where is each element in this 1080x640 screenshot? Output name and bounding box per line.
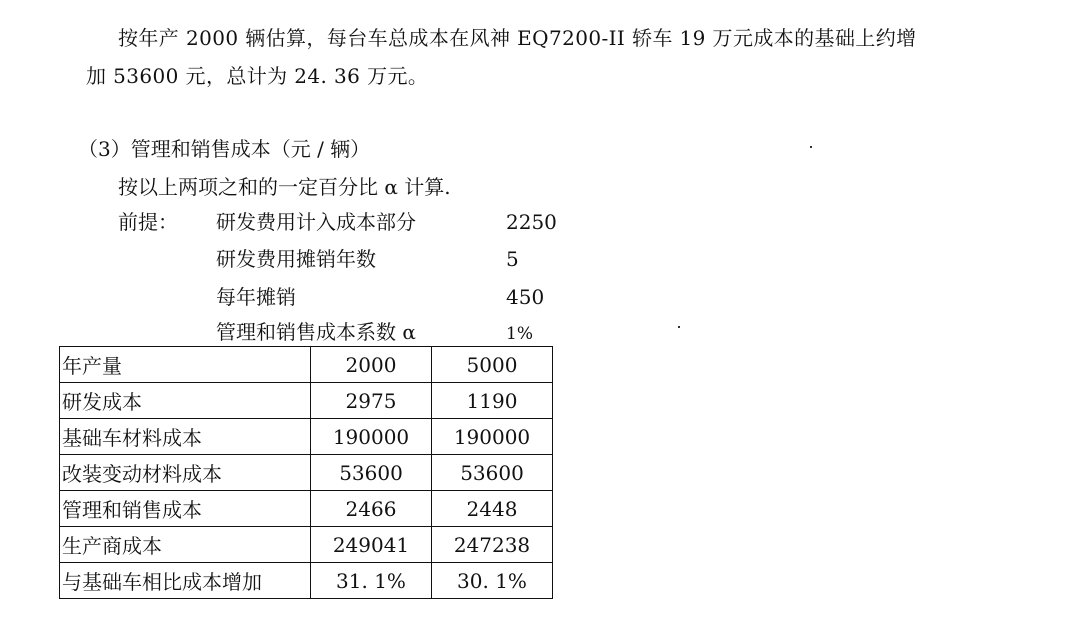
value-2000: 190000 [311,419,432,455]
value-2000: 2975 [311,383,432,419]
table-row [60,455,553,491]
section-title: （3）管理和销售成本（元 / 辆） [78,137,371,161]
row-label: 与基础车相比成本增加 [60,563,311,599]
row-label: 年产量 [60,347,311,383]
table-row [60,563,553,599]
value-5000: 2448 [432,491,553,527]
table-row [60,527,553,563]
value-5000: 5000 [432,347,553,383]
premise-row [216,316,533,345]
value-2000: 249041 [311,527,432,563]
value-5000: 1190 [432,383,553,419]
row-label: 改装变动材料成本 [60,455,311,491]
value-2000: 53600 [311,455,432,491]
paragraph-line-2: 加 53600 元，总计为 24. 36 万元。 [86,64,429,88]
value-5000: 53600 [432,455,553,491]
value-2000: 2000 [311,347,432,383]
table-row [60,347,553,383]
value-5000: 30. 1% [432,563,553,599]
value-2000: 2466 [311,491,432,527]
value-2000: 31. 1% [311,563,432,599]
table-row [60,383,553,419]
premise-row [216,243,519,272]
row-label: 研发成本 [60,383,311,419]
row-label: 基础车材料成本 [60,419,311,455]
section-description: 按以上两项之和的一定百分比 α 计算. [118,175,451,199]
premise-name: 管理和销售成本系数 α [216,320,416,344]
row-label: 生产商成本 [60,527,311,563]
table-row [60,491,553,527]
premise-row [216,281,544,310]
premise-label: 前提： [118,210,178,234]
scan-speck [678,326,680,328]
value-5000: 247238 [432,527,553,563]
premise-name: 每年摊销 [216,285,296,309]
premise-value: 450 [506,285,545,309]
paragraph-line-1: 按年产 2000 辆估算，每台车总成本在风神 EQ7200-II 轿车 19 万元成本的基础上约增 [118,26,917,50]
premise-name: 研发费用摊销年数 [216,247,376,271]
scan-speck [810,146,812,148]
table-row [60,419,553,455]
premise-value: 1% [506,324,533,344]
cost-table [59,346,553,599]
premise-row [216,206,557,235]
premise-name: 研发费用计入成本部分 [216,210,416,234]
value-5000: 190000 [432,419,553,455]
row-label: 管理和销售成本 [60,491,311,527]
premise-value: 5 [506,247,519,271]
premise-value: 2250 [506,210,557,234]
